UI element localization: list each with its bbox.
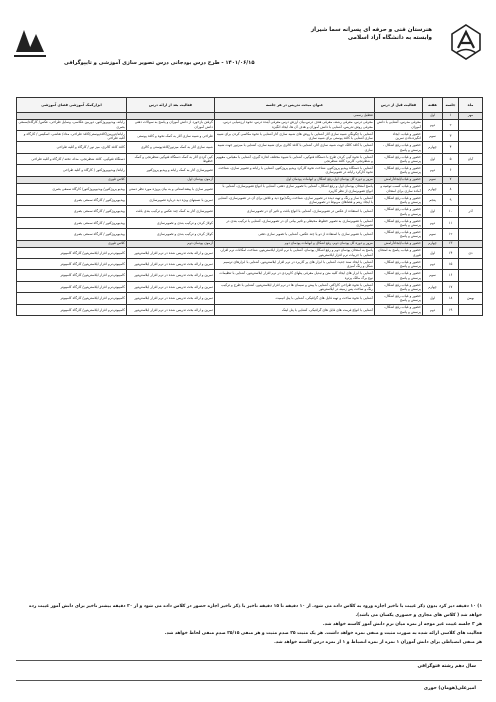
cell-month bbox=[459, 270, 483, 281]
table-row bbox=[17, 240, 483, 247]
cell-pre-activity: حضور و غیاب رفع اشکال، پرسش و پاسخ bbox=[375, 206, 423, 217]
cell-week: اول bbox=[423, 293, 443, 304]
school-emblem bbox=[10, 22, 50, 62]
cell-post-activity: آزمون پودمان اول bbox=[127, 176, 215, 183]
cell-post-activity: کولاژ کردن و ترکیب بندی و تصویرسازی bbox=[127, 217, 215, 228]
cell-topic: آشنایی با ابزار های ایجاد کلیه متن و تبدیل معرفی پنلهای کاربردی در نرم افزار ایلاستریتور، آشنایی با تنظیمات نوع برگ مالک پرتره bbox=[215, 270, 375, 281]
table-row bbox=[17, 195, 483, 206]
cell-pre-activity: حضور و غیاب رفع اشکال، پرسش و پاسخ bbox=[375, 217, 423, 228]
cell-month: دی bbox=[459, 247, 483, 258]
cell-post-activity: تمرین با نسبتهای ویژه دید درباره تصویرسازی bbox=[127, 195, 215, 206]
cell-topic: پاسخ امتحان پودمان اول و رفع اشکال، آشنایی با تصویر سازی ذهنی، آشنایی با انواع تصویرسازی، آشنایی با انواع تصویرسازی از نظر کاربرد bbox=[215, 183, 375, 194]
cell-session: ۳ bbox=[443, 131, 459, 142]
cell-month bbox=[459, 229, 483, 240]
cell-pre-activity: معرفی مدرس، آشنایی با دانش آموزان bbox=[375, 119, 423, 130]
cell-topic: آشنایی با ساز و رنگ و تهیه دیده در تصویر سازی، شناخت رنگ(نوع دید و تلاش برای آن در تصویرسازی، آشنایی با ایجاد ریتم و فضاهای مربوط در تصویرسازی bbox=[215, 195, 375, 206]
cell-month bbox=[459, 304, 483, 315]
table-row bbox=[17, 229, 483, 240]
cell-month: آبان bbox=[459, 153, 483, 164]
table-row bbox=[17, 165, 483, 176]
cell-month bbox=[459, 176, 483, 183]
cell-month bbox=[459, 131, 483, 142]
cell-week: دوم bbox=[423, 165, 443, 176]
cell-month bbox=[459, 142, 483, 153]
cell-tools: ویدیوپروژکتور / کارگاه سمعی بصری bbox=[17, 206, 127, 217]
table-row bbox=[17, 153, 483, 164]
cell-pre-activity: حضور و غیاب رفع اشکال، پرسش و پاسخ bbox=[375, 259, 423, 270]
note-item: فعالیت های کلاسی ارائه شده به صورت مثبت و منفی نمره خواهد داشت. هر یک مثبت ۲۵ صدم مثبت و هر منفی ۲۵/۱۵ صدم منفی لحاظ خواهد شد. bbox=[164, 631, 482, 636]
cell-post-activity: تمرین و ارائه بحث تدریس شده در نرم افزار ایلاستریتور bbox=[127, 281, 215, 292]
header-pre-activity: فعالیت قبل از درس bbox=[375, 98, 423, 113]
school-heading bbox=[64, 26, 432, 42]
cell-session: ۵ bbox=[443, 153, 459, 164]
cell-topic: آشنایی با نحوه طراحی کاراکتر، آشنایی با پیش و سیمان ها در نرم افزار ایلاستریتور، آشنایی با طرح و ترکیب رنگ و ساخت پس زمینه در ایلاستریتور bbox=[215, 281, 375, 292]
footer-divider bbox=[16, 660, 482, 661]
university-logo bbox=[446, 22, 486, 62]
cell-tools: کامپیوتر،نرم افزار ایلاستریتور/ کارگاه کامپیوتر bbox=[17, 304, 127, 315]
cell-topic: آشنایی با انواع فرمت های فایل های گرافیکی، آشنایی با پنل لینک bbox=[215, 304, 375, 315]
cell-session: ۱۸ bbox=[443, 293, 459, 304]
cell-week: اول bbox=[423, 206, 443, 217]
table-row bbox=[17, 119, 483, 130]
cell-session: ۲ bbox=[443, 119, 459, 130]
cell-session: ۷ bbox=[443, 176, 459, 183]
cell-topic: آشنایی با تصویرسازی به تصویر خطوط محیطی و تاثیر بیانی آن در تصویرسازی، آشنایی با ترکیب بندی در تصویرسازی bbox=[215, 217, 375, 228]
cell-topic: آشنایی با نحوه کپی کردن طرح با دستگاه فتوکپی، آشنایی با شیوه مختلف اندازه گیری، آشنایی با مقیاس، مفهوم و شطرنجی، کاربرد کاغذ شطرنجی bbox=[216, 154, 373, 164]
cell-month bbox=[459, 165, 483, 176]
document-header bbox=[10, 16, 486, 80]
header-topic: عنوان مبحث تدریس در هر جلسه bbox=[215, 98, 375, 113]
cell-session: ۱۰ bbox=[443, 206, 459, 217]
cell-week: چهارم bbox=[423, 142, 443, 153]
cell-tools: کلاس تئوری bbox=[17, 176, 127, 183]
cell-session: ۱۳ bbox=[443, 240, 459, 247]
cell-session: ۱ bbox=[443, 112, 459, 119]
cell-tools: ویدیوپروژکتور / کارگاه سمعی بصری bbox=[17, 195, 127, 206]
cell-session: ۸ bbox=[443, 183, 459, 194]
cell-week: سوم bbox=[423, 270, 443, 281]
table-row bbox=[17, 183, 483, 194]
cell-post-activity: تمرین و ارائه بحث تدریس شده در نرم افزار ایلاستریتور bbox=[127, 270, 215, 281]
cell-post-activity: کپی کردن آثار به کمک دستگاه فتوکپی شطرنجی و کمک خطوط bbox=[127, 153, 215, 164]
cell-topic: آشنایی با دستگاه ویدیو پروژکتور، شناخت نحوه کارکرد ویدیو پروژکتور، آشنایی با رایانه و تصویر سازی، شناخت نحوه کارکرد رایانه در تصویرسازی bbox=[215, 165, 375, 176]
table-row bbox=[17, 217, 483, 228]
cell-week: پنجم bbox=[423, 195, 443, 206]
cell-month bbox=[459, 259, 483, 270]
cell-pre-activity: حضور و غیاب، ایجاد انگیزه،دادن تمرین bbox=[375, 131, 423, 142]
cell-month bbox=[459, 217, 483, 228]
cell-tools: رایانه/ ویدیوپروژکتور / کارگاه و آتلیه طراحی bbox=[17, 165, 127, 176]
cell-topic: آشنایی با چگونگی شبیه سازی آثار آشنایی با روش های شبیه سازی آثار آشنایی با نحوه مکاسی کردن برای شبیه سازی آشنایی با کاغذ پوستی برای شبیه سازی bbox=[215, 131, 375, 142]
footer-teacher: امیرعلی(هومان) حوری bbox=[423, 686, 476, 691]
school-name: هنرستان فنی و حرفه ای پسرانه سما شیراز bbox=[310, 27, 432, 33]
cell-week: چهارم bbox=[423, 281, 443, 292]
cell-pre-activity: حضور و غیاب رفع اشکال، پرسش و پاسخ bbox=[375, 195, 423, 206]
table-row bbox=[17, 131, 483, 142]
header-month: ماه bbox=[459, 98, 483, 113]
cell-week: دوم bbox=[423, 217, 443, 228]
header-tools: ابزارکمک آموزشی فضای آموزشی bbox=[17, 98, 127, 113]
footer-divider bbox=[16, 680, 482, 681]
cell-week: اول bbox=[423, 247, 443, 258]
cell-topic: معرفی درس، معرفی رشته، معرفی هدف درس،بیان ارزش درس معرفی آینده درس، نحوه ارزشیابی درس، معرفی روش تدریس، آشنایی با دانش آموزان و هدف آن ها، ایجاد انگیزه bbox=[215, 119, 375, 130]
cell-tools: کامپیوتر،نرم افزار ایلاستریتور/ کارگاه کامپیوتر bbox=[17, 270, 127, 281]
table-row bbox=[17, 112, 483, 119]
cell-pre-activity: حضور و غیاب رفع اشکال، پرسش و پاسخ bbox=[375, 229, 423, 240]
cell-pre-activity: حضور و غیاب رفع اشکال ، پرسش و پاسخ bbox=[375, 142, 423, 153]
table-row bbox=[17, 176, 483, 183]
cell-tools: ویدیوپروژکتور / کارگاه سمعی بصری bbox=[17, 229, 127, 240]
cell-topic: آشنایی با تصویر سازی با استفاده از دو یا چند عکس، آشنایی با تصویر سازی ذهنی bbox=[215, 229, 375, 240]
cell-pre-activity: حضور و غیاب/ایجادآرامش bbox=[375, 240, 423, 247]
table-row bbox=[17, 247, 483, 258]
cell-session: ۶ bbox=[443, 165, 459, 176]
note-item: ۱) ۱۰ دقیقه دیر کرد بدون ذکر غیبت با تاخیر اجازه ورود به کلاس داده می شود. از ۱۰ دقیقه تا ۱۵ دقیقه تاخیر با ذکر تاخیر اجازه حضور در کلاس داده می شود و از ۲۰ دقیقه بیشتر تاخیر برای دانش آموز غیبت رده خواهد شد ( کلاس های مجازی و حضوری یکسان می باشد). bbox=[28, 604, 482, 618]
cell-topic: تعطیل رسمی bbox=[215, 112, 375, 119]
cell-pre-activity bbox=[375, 112, 423, 119]
cell-session: ۱۴ bbox=[443, 247, 459, 258]
header-post-activity: فعالیت بعد از ارائه درس bbox=[127, 98, 215, 113]
cell-session: ۱۵ bbox=[443, 259, 459, 270]
cell-month bbox=[459, 281, 483, 292]
table-row bbox=[17, 281, 483, 292]
cell-post-activity: طراحی و شبیه سازی آثار به کمک نحوه و کاغذ پوستی bbox=[127, 131, 215, 142]
cell-tools bbox=[17, 112, 127, 119]
cell-week: دوم bbox=[423, 119, 443, 130]
cell-week: سوم bbox=[423, 176, 443, 183]
cell-tools: کامپیوتر،نرم افزار ایلاستریتور/ کارگاه کامپیوتر bbox=[17, 259, 127, 270]
cell-pre-activity: حضور و غیاب رفع اشکال، پرسش و پاسخ bbox=[375, 270, 423, 281]
cell-post-activity: آزمون پودمان دوم bbox=[127, 240, 215, 247]
cell-pre-activity: حضور و غیاب رفع اشکال، پرسش و پاسخ bbox=[375, 153, 423, 164]
cell-pre-activity: حضور و غیاب رفع اشکال، پرسش و پاسخ bbox=[375, 304, 423, 315]
cell-post-activity: تصویرسازی آثار به کمک چند عکس و ترکیب بندی بافت bbox=[127, 206, 215, 217]
cell-tools: کامپیوتر،نرم افزار ایلاستریتور/ کارگاه کامپیوتر bbox=[17, 281, 127, 292]
cell-post-activity: گرفتن بازخورد از دانش آموزان و پاسخ به سوالات ذهنی دانش آموزان bbox=[127, 119, 215, 130]
cell-week: دوم bbox=[423, 259, 443, 270]
table-row bbox=[17, 259, 483, 270]
cell-pre-activity: حضور و غیاب رفع اشکال، پرسش و پاسخ bbox=[375, 293, 423, 304]
cell-post-activity: تمرین و ارائه بحث تدریس شده در نرم افزار ایلاستریتور bbox=[127, 259, 215, 270]
cell-tools: کامپیوتر،نرم افزار ایلاستریتور/ کارگاه کامپیوتر bbox=[17, 293, 127, 304]
cell-tools: ویدیوپروژکتور / کارگاه سمعی بصری bbox=[17, 217, 127, 228]
cell-post-activity: تمرین و ارائه بحث تدریس شده در نرم افزار ایلاستریتور bbox=[127, 304, 215, 315]
cell-session: ۹ bbox=[443, 195, 459, 206]
cell-week: اول bbox=[423, 112, 443, 119]
cell-topic: پاسخ به امتحان پودمان دوم و رفع اشکال پودمان، آشنایی با نرم افزار ایلاستریتور، شناخت امکانات نرم افزار، آشنایی با جزییات نرم افزار ایلاستریتور bbox=[215, 247, 375, 258]
cell-month: مهر bbox=[459, 112, 483, 119]
cell-topic: مرور و دوره کل پودمان دوم، رفع اشکال و ابهامات پودمان دوم bbox=[215, 240, 375, 247]
cell-post-activity: تمرین و ارائه بحث تدریس شده در نرم افزار ایلاستریتور bbox=[127, 293, 215, 304]
cell-post-activity: کولاژ کردن و ترکیب بندی و تصویرسازی bbox=[127, 229, 215, 240]
lesson-plan-title: ۱۴۰۱/۰۶/۱۵ - طرح درس بودجانی درس تصویر سازی آموزشی و تایپوگرافی bbox=[64, 60, 255, 66]
cell-month bbox=[459, 240, 483, 247]
cell-tools: دستگاه فتوکپی، کاغذ شطرنجی، مداد، تخته / کارگاه و آتلیه طراحی bbox=[17, 153, 127, 164]
cell-pre-activity: حضور و غیاب رفع اشکال، پرسش و پاسخ bbox=[375, 281, 423, 292]
table-body bbox=[17, 112, 483, 316]
table-row bbox=[17, 206, 483, 217]
school-affiliation: وابسته به دانشگاه آزاد اسلامی bbox=[347, 35, 432, 41]
table-row bbox=[17, 142, 483, 153]
table-row bbox=[17, 293, 483, 304]
cell-post-activity: تصویرسازی آثار به کمک رایانه و ویدیو پروژکتور bbox=[127, 165, 215, 176]
cell-tools: کلاس تئوری bbox=[17, 240, 127, 247]
cell-month bbox=[459, 119, 483, 130]
cell-tools: ویدیو پروژکتور/ ویدیوپروژکتور/ کارگاه سمعی بصری bbox=[17, 183, 127, 194]
cell-week: سوم bbox=[423, 131, 443, 142]
footer-class: سال دهم رشته فتوگرافی bbox=[417, 664, 476, 669]
cell-week: اول bbox=[423, 153, 443, 164]
cell-topic: آشنایی با ایجاد سند جدید، آشنایی با ابزار های پر کاربرد در نرم افزار ایلاستریتور، آشنایی با ابزارهای ترسیم شکل و رنگ آمیزی bbox=[215, 259, 375, 270]
cell-session: ۱۱ bbox=[443, 217, 459, 228]
notes-section bbox=[16, 602, 482, 647]
cell-post-activity: شبیه سازی آثار به کمک میزنور/کاغذپوستی و کالری bbox=[127, 142, 215, 153]
cell-month: بهمن bbox=[459, 293, 483, 304]
table-row bbox=[17, 270, 483, 281]
cell-pre-activity: حضور و غیاب کسب توصیه و آماده سازی برای امتحان bbox=[375, 183, 423, 194]
cell-post-activity bbox=[127, 112, 215, 119]
cell-tools: کاغذ کاغذ کالری، میز نور / کارگاه و آتلیه طراحی bbox=[17, 142, 127, 153]
cell-month: آذر bbox=[459, 206, 483, 217]
cell-week: چهارم bbox=[423, 183, 443, 194]
cell-session: ۱۷ bbox=[443, 281, 459, 292]
cell-topic: مرور و دوره کل پودمان اول،رفع اشکال و ابهامات پودمان اول bbox=[215, 176, 375, 183]
cell-tools: رایانه/دوربین/کاغذپوستی/کاغذ طراحی، مداد/ نقاشی، اسکیس / کارگاه و آتلیه طراحی bbox=[17, 131, 127, 142]
table-row bbox=[17, 304, 483, 315]
cell-pre-activity: حضور و غیاب، پاسخ به امتحان تئوری bbox=[375, 247, 423, 258]
cell-session: ۴ bbox=[443, 142, 459, 153]
table-header-row bbox=[17, 98, 483, 113]
cell-topic: آشنایی با نحوه ساخت و تهیه فایل های گرافیکی، آشنایی با پنل انیمیت bbox=[215, 293, 375, 304]
note-item: هر منفی انضباطی برای دانش آموزان ۱ نمره از نمره انضباط و ۱ از نمره درس کاسته خواهد شد. bbox=[274, 640, 482, 645]
cell-month bbox=[459, 183, 483, 194]
cell-session: ۱۹ bbox=[443, 304, 459, 315]
lesson-plan-table bbox=[16, 97, 483, 316]
cell-session: ۱۶ bbox=[443, 270, 459, 281]
header-session: جلسه bbox=[443, 98, 459, 113]
cell-post-activity: تصویر سازی با پیشداستانی و به بیان پروژه مورد نظر دستی bbox=[127, 183, 215, 194]
cell-week: سوم bbox=[423, 229, 443, 240]
cell-week: چهارم bbox=[423, 240, 443, 247]
cell-post-activity: تمرین و ارائه بحث تدریس شده در نرم افزار ایلاستریتور bbox=[127, 247, 215, 258]
note-item: هر ۳ جلسه غیبت غیر موجه از نمره میان ترم دانش آموز کاسته خواهد شد. bbox=[322, 622, 482, 627]
cell-week: دوم bbox=[423, 304, 443, 315]
cell-topic: آشنایی با استفاده از عکس در تصویرسازی، آشنایی با انواع بافت و تاثیر آن در تصویرسازی bbox=[215, 206, 375, 217]
cell-pre-activity: حضور و غیاب رفع اشکال، پرسش و پاسخ bbox=[375, 165, 423, 176]
cell-tools: رایانه، ویدیوپروژکتور، دوربین عکاسی، وسایل طراحی، عکس/ کارگاه/سمعی بصری bbox=[17, 119, 127, 130]
cell-session: ۱۲ bbox=[443, 229, 459, 240]
cell-tools: کامپیوتر،نرم افزار ایلاستریتور/ کارگاه کامپیوتر bbox=[17, 247, 127, 258]
header-week: هفته bbox=[423, 98, 443, 113]
cell-topic: آشنایی با کاغذ کالک جهت شبیه سازی آثار، آشنایی با کاغذ کالری برای شبیه سازی، آشنایی با میزنور جهت شبیه سازی bbox=[215, 142, 375, 153]
cell-pre-activity: حضور و غیاب/ایجادآرامش bbox=[375, 176, 423, 183]
cell-month bbox=[459, 195, 483, 206]
